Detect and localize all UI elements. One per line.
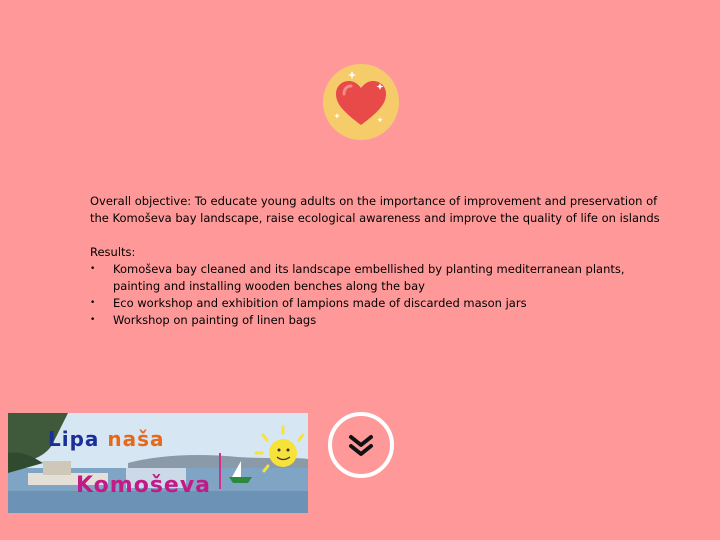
banner-word-lipa: Lipa [48, 427, 100, 451]
results-heading: Results: [90, 245, 136, 259]
result-item: • Workshop on painting of linen bags [90, 312, 670, 329]
banner-title-line1 [48, 427, 165, 451]
result-item: • Eco workshop and exhibition of lampions made of discarded mason jars [90, 295, 670, 312]
content-text [90, 193, 670, 329]
result-item: • Komoševa bay cleaned and its landscape embellished by planting mediterranean plants, painting and installing wooden benches along the bay [90, 261, 670, 295]
double-chevron-down-icon [327, 411, 395, 479]
results-list [90, 261, 670, 329]
next-slide-button[interactable] [327, 411, 395, 479]
heart-icon [322, 63, 400, 141]
komoseva-banner-image [8, 413, 308, 513]
banner-word-nasa: naša [107, 427, 165, 451]
heart-badge [322, 63, 400, 141]
overall-objective: Overall objective: To educate young adults on the importance of improvement and preservation of the Komoševa bay landscape, raise ecological awareness and improve the quality of life on islands [90, 194, 660, 225]
banner-title-line2: Komoševa [76, 473, 212, 498]
